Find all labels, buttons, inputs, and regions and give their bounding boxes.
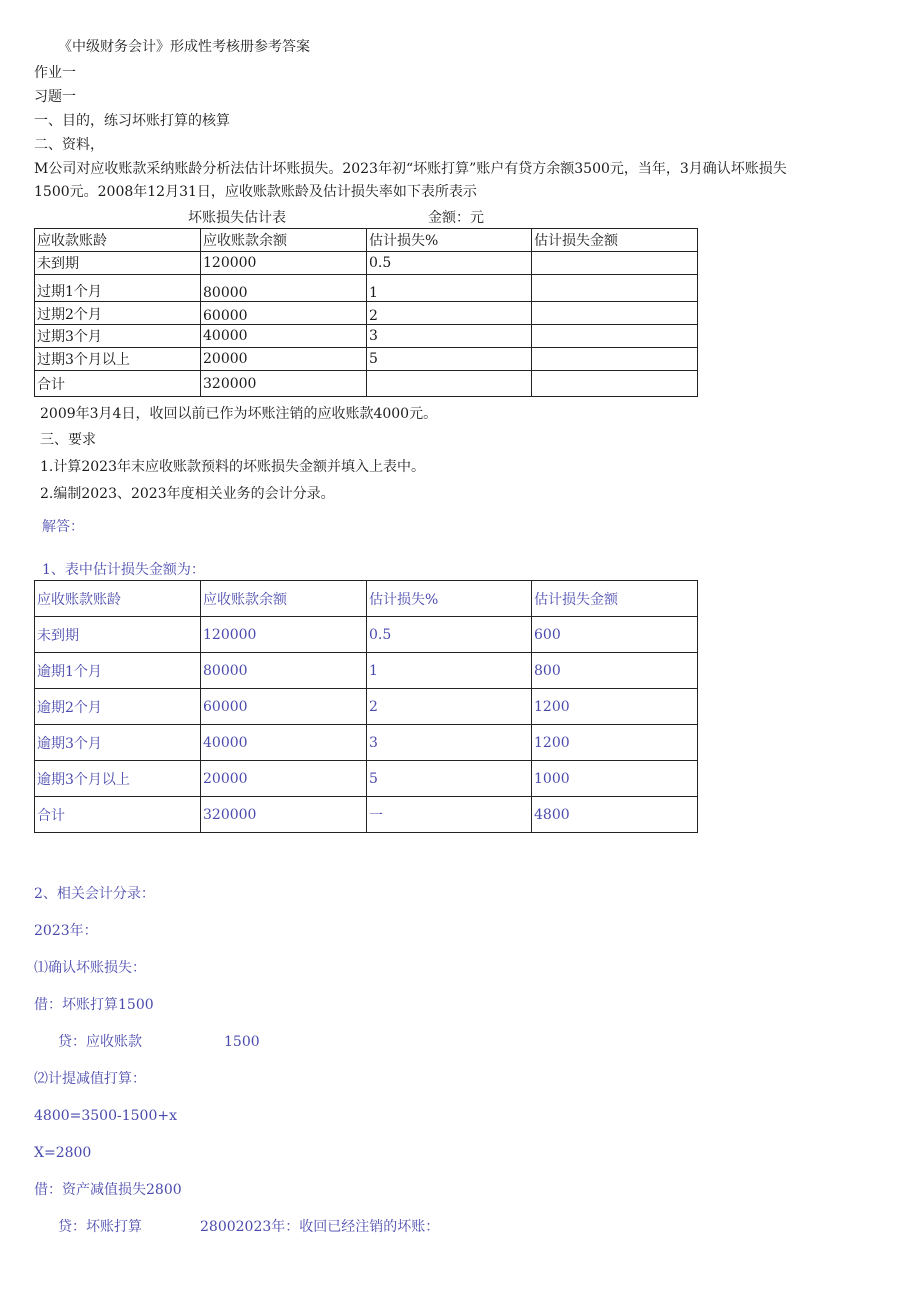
estimated-loss-answer-table bbox=[34, 580, 698, 833]
table1-unit: 金额：元 bbox=[428, 210, 484, 226]
table-cell: 未到期 bbox=[35, 617, 201, 653]
requirement-2: 2.编制2023、2023年度相关业务的会计分录。 bbox=[40, 486, 335, 502]
table-row bbox=[35, 725, 698, 761]
exercise-label: 习题一 bbox=[34, 89, 76, 105]
table-cell: 过期2个月 bbox=[35, 302, 201, 325]
table-row bbox=[35, 252, 698, 275]
credit-2-account: 贷：坏账打算 bbox=[58, 1219, 142, 1235]
table-cell: 1 bbox=[367, 653, 532, 689]
table-cell: 1000 bbox=[532, 761, 698, 797]
answer-heading: 解答： bbox=[42, 519, 84, 535]
table-row bbox=[35, 761, 698, 797]
requirements-heading: 三、要求 bbox=[40, 432, 96, 448]
table-header-cell: 应收账款余额 bbox=[201, 581, 367, 617]
table-cell: 800 bbox=[532, 653, 698, 689]
table-cell bbox=[532, 275, 698, 302]
debit-entry-1: 借：坏账打算1500 bbox=[34, 997, 154, 1013]
requirement-1: 1.计算2023年末应收账款预料的坏账损失金额并填入上表中。 bbox=[40, 459, 425, 475]
table-row bbox=[35, 689, 698, 725]
document-title: 《中级财务会计》形成性考核册参考答案 bbox=[58, 39, 310, 55]
table-cell: 120000 bbox=[201, 252, 367, 275]
materials-line-2: 1500元。2008年12月31日，应收账款账龄及估计损失率如下表所表示 bbox=[34, 184, 477, 200]
table-header-cell: 估计损失% bbox=[367, 229, 532, 252]
table-row bbox=[35, 617, 698, 653]
table-cell: 5 bbox=[367, 348, 532, 371]
table-header-cell: 应收账款账龄 bbox=[35, 581, 201, 617]
recovery-note: 2009年3月4日，收回以前已作为坏账注销的应收账款4000元。 bbox=[40, 406, 438, 422]
table-cell: 600 bbox=[532, 617, 698, 653]
table-cell: 320000 bbox=[201, 371, 367, 397]
answer-2-heading: 2、相关会计分录： bbox=[34, 886, 155, 902]
table-cell: 逾期3个月以上 bbox=[35, 761, 201, 797]
table-cell: 过期3个月以上 bbox=[35, 348, 201, 371]
step-1-label: ⑴确认坏账损失： bbox=[34, 960, 146, 976]
table-header-cell: 估计损失金额 bbox=[532, 581, 698, 617]
year-label: 2023年： bbox=[34, 923, 98, 939]
table-row bbox=[35, 371, 698, 397]
table-cell bbox=[367, 371, 532, 397]
credit-entry-1 bbox=[58, 1033, 260, 1051]
assignment-label: 作业一 bbox=[34, 65, 76, 81]
materials-heading: 二、资料， bbox=[34, 137, 104, 153]
step-2-label: ⑵计提减值打算： bbox=[34, 1071, 146, 1087]
table-cell: 逾期2个月 bbox=[35, 689, 201, 725]
table-cell bbox=[532, 348, 698, 371]
credit-entry-2 bbox=[58, 1218, 439, 1236]
table-cell bbox=[532, 325, 698, 348]
table-header-cell: 应收款账龄 bbox=[35, 229, 201, 252]
table-cell: 40000 bbox=[201, 725, 367, 761]
table-cell: 过期1个月 bbox=[35, 275, 201, 302]
debit-entry-2: 借：资产减值损失2800 bbox=[34, 1182, 182, 1198]
table-row bbox=[35, 325, 698, 348]
table-cell: 合计 bbox=[35, 371, 201, 397]
materials-line-1: M公司对应收账款采纳账龄分析法估计坏账损失。2023年初“坏账打算”账户有贷方余额3500元，当年，3月确认坏账损失 bbox=[34, 161, 787, 177]
table-cell: 40000 bbox=[201, 325, 367, 348]
table-cell: 一 bbox=[367, 797, 532, 833]
table-cell: 320000 bbox=[201, 797, 367, 833]
table-header-cell: 估计损失金额 bbox=[532, 229, 698, 252]
table-cell: 4800 bbox=[532, 797, 698, 833]
formula-text: 4800=3500-1500+x bbox=[34, 1108, 177, 1124]
table-cell: 2 bbox=[367, 689, 532, 725]
table-cell: 1 bbox=[367, 275, 532, 302]
table-cell: 120000 bbox=[201, 617, 367, 653]
purpose-text: 一、目的，练习坏账打算的核算 bbox=[34, 113, 230, 129]
table-cell bbox=[532, 252, 698, 275]
credit-1-amount: 1500 bbox=[224, 1034, 260, 1050]
table-cell: 1200 bbox=[532, 725, 698, 761]
table-cell: 逾期1个月 bbox=[35, 653, 201, 689]
table-cell: 80000 bbox=[201, 653, 367, 689]
table-header-row bbox=[35, 229, 698, 252]
bad-debt-estimate-table bbox=[34, 228, 698, 397]
table-header-cell: 应收账款余额 bbox=[201, 229, 367, 252]
table-cell: 5 bbox=[367, 761, 532, 797]
table-cell: 未到期 bbox=[35, 252, 201, 275]
table-cell: 3 bbox=[367, 325, 532, 348]
table1-caption: 坏账损失估计表 bbox=[188, 210, 286, 226]
table-row bbox=[35, 275, 698, 302]
solution-text: X=2800 bbox=[34, 1145, 92, 1161]
table-header-row bbox=[35, 581, 698, 617]
table-cell: 3 bbox=[367, 725, 532, 761]
table-cell: 20000 bbox=[201, 761, 367, 797]
table-cell: 合计 bbox=[35, 797, 201, 833]
table-cell: 20000 bbox=[201, 348, 367, 371]
credit-2-amount: 28002023年：收回已经注销的坏账： bbox=[200, 1219, 440, 1235]
table-cell: 0.5 bbox=[367, 617, 532, 653]
table-cell bbox=[532, 302, 698, 325]
table-cell: 逾期3个月 bbox=[35, 725, 201, 761]
table-cell: 0.5 bbox=[367, 252, 532, 275]
table-row bbox=[35, 797, 698, 833]
table-row bbox=[35, 348, 698, 371]
table-row bbox=[35, 653, 698, 689]
table-header-cell: 估计损失% bbox=[367, 581, 532, 617]
table-cell: 80000 bbox=[201, 275, 367, 302]
table-cell bbox=[532, 371, 698, 397]
table-cell: 过期3个月 bbox=[35, 325, 201, 348]
table-cell: 60000 bbox=[201, 689, 367, 725]
table-cell: 2 bbox=[367, 302, 532, 325]
table-cell: 60000 bbox=[201, 302, 367, 325]
credit-1-account: 贷：应收账款 bbox=[58, 1034, 142, 1050]
table-cell: 1200 bbox=[532, 689, 698, 725]
answer-1-heading: 1、表中估计损失金额为： bbox=[42, 562, 205, 578]
table-row bbox=[35, 302, 698, 325]
